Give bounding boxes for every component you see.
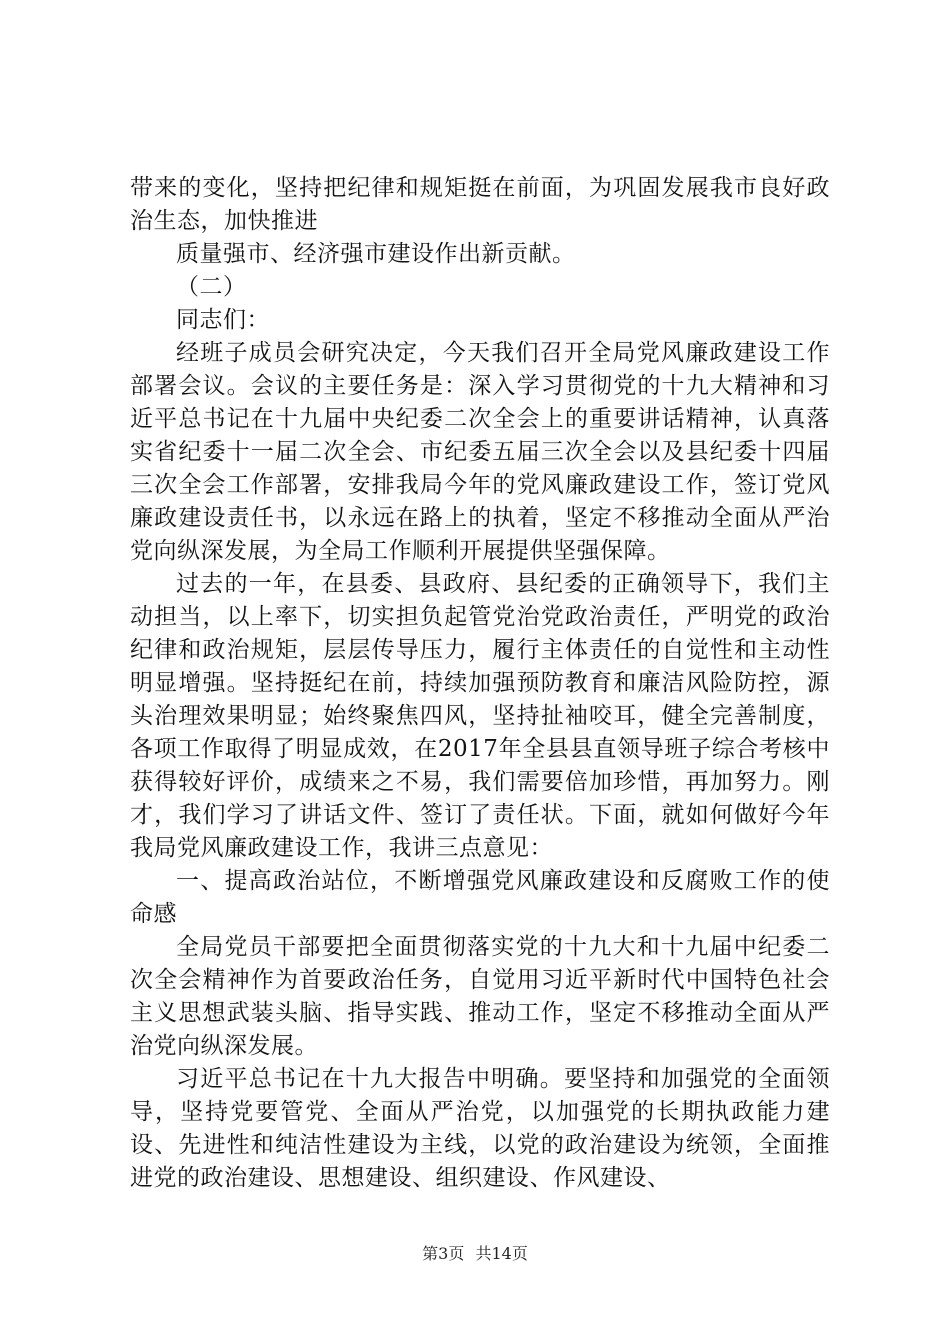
paragraph-2: 质量强市、经济强市建设作出新贡献。 <box>176 241 576 267</box>
section-number: （二） <box>176 274 247 300</box>
page-number: 第3页 <box>422 1244 465 1263</box>
paragraph-6: 过去的一年，在县委、县政府、县纪委的正确领导下，我们主动担当，以上率下，切实担负起管党治党政治责任，严明党的政治纪律和政治规矩，层层传导压力，履行主体责任的自觉性和主动性明显增强。坚持挺纪在前，持续加强预防教育和廉洁风险防控，源头治理效果明显；始终聚焦四风，坚持扯袖咬耳，健全完善制度，各项工作取得了明显成效，在2017年全县县直领导班子综合考核中获得较好评价，成绩来之不易，我们需要倍加珍惜，再加努力。刚才，我们学习了讲话文件、签订了责任状。下面，就如何做好今年我局党风廉政建设工作，我讲三点意见： <box>130 571 830 861</box>
page-footer <box>0 1244 950 1264</box>
paragraph-9: 习近平总书记在十九大报告中明确。要坚持和加强党的全面领导，坚持党要管党、全面从严治党，以加强党的长期执政能力建设、先进性和纯洁性建设为主线，以党的政治建设为统领，全面推进党的政治建设、思想建设、组织建设、作风建设、 <box>130 1066 830 1191</box>
section-heading: 一、提高政治站位，不断增强党风廉政建设和反腐败工作的使命感 <box>130 868 830 927</box>
salutation: 同志们： <box>176 307 270 333</box>
paragraph-5: 经班子成员会研究决定，今天我们召开全局党风廉政建设工作部署会议。会议的主要任务是：深入学习贯彻党的十九大精神和习近平总书记在十九届中央纪委二次全会上的重要讲话精神，认真落实省纪委十一届二次全会、市纪委五届三次全会以及县纪委十四届三次全会工作部署，安排我局今年的党风廉政建设工作，签订党风廉政建设责任书，以永远在路上的执着，坚定不移推动全面从严治党向纵深发展，为全局工作顺利开展提供坚强保障。 <box>130 340 830 564</box>
paragraph-1: 带来的变化，坚持把纪律和规矩挺在前面，为巩固发展我市良好政治生态，加快推进 <box>130 175 830 234</box>
paragraph-8: 全局党员干部要把全面贯彻落实党的十九大和十九届中纪委二次全会精神作为首要政治任务，自觉用习近平新时代中国特色社会主义思想武装头脑、指导实践、推动工作，坚定不移推动全面从严治党向纵深发展。 <box>130 934 830 1059</box>
document-body <box>130 172 830 1195</box>
page-total: 共14页 <box>475 1244 528 1263</box>
